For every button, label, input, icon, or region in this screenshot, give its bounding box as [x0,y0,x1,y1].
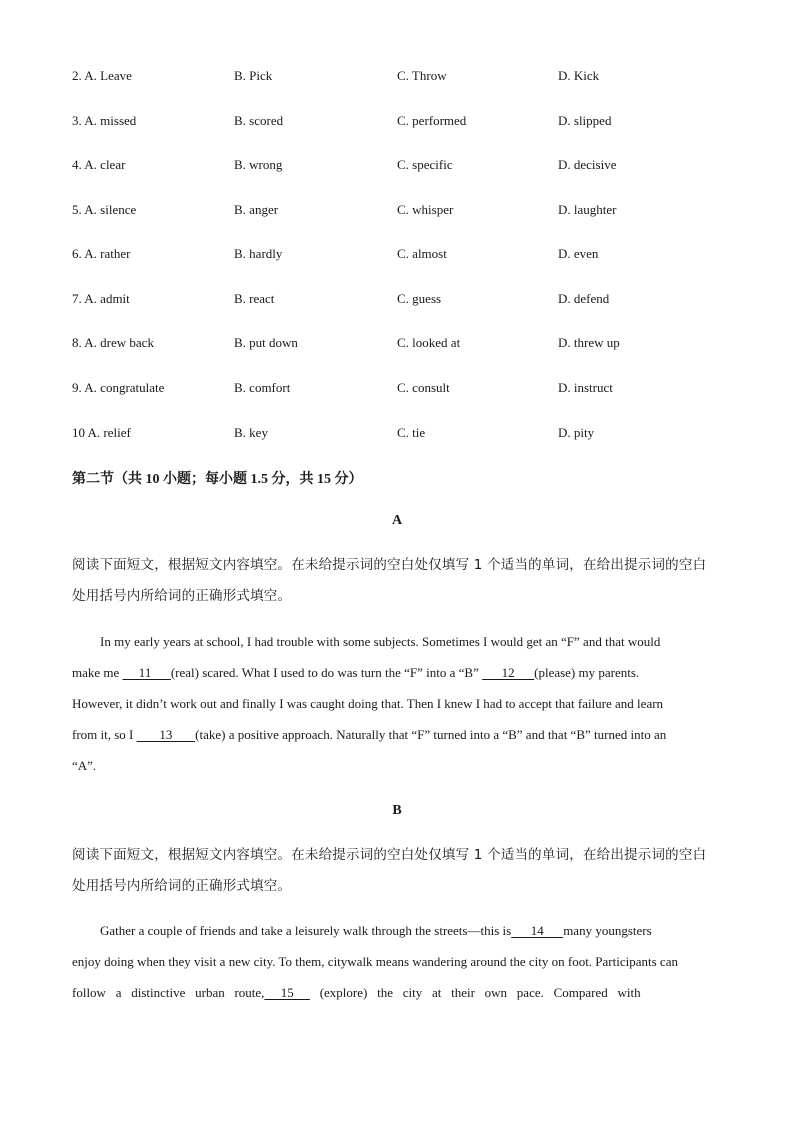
option-choice: B. Pick [234,68,273,83]
option-row [72,68,722,88]
option-choice: 10 A. relief [72,425,131,440]
passage-line: In my early years at school, I had trouble with some subjects. Sometimes I would get an “F” and that would [100,634,661,649]
option-choice: D. pity [558,425,595,440]
option-choice: D. Kick [558,68,600,83]
part-b-instructions [72,840,722,902]
part-a-passage [72,626,722,781]
part-a-title: A [391,513,403,528]
part-b-title: B [392,803,402,818]
section-heading: 第二节（共 10 小题；每小题 1.5 分，共 15 分） [72,472,363,487]
passage-line: make me 11 (real) scared. What I used to do was turn the “F” into a “B” 12 (please) my parents. [72,665,640,680]
option-row [72,157,722,177]
blank-14[interactable]: 14 [511,923,564,938]
option-row [72,113,722,133]
option-choice: 3. A. missed [72,113,137,128]
option-choice: B. react [234,291,275,306]
option-choice: C. guess [397,291,442,306]
option-choice: D. laughter [558,202,617,217]
option-choice: B. wrong [234,157,283,172]
option-row [72,335,722,355]
passage-line: “A”. [72,758,97,773]
option-choice: C. performed [397,113,467,128]
instruction-line: 阅读下面短文，根据短文内容填空。在未给提示词的空白处仅填写 1 个适当的单词，在给出提示词的空白 [72,847,707,863]
option-row [72,425,722,445]
instruction-line: 阅读下面短文，根据短文内容填空。在未给提示词的空白处仅填写 1 个适当的单词，在给出提示词的空白 [72,557,707,573]
option-choice: 4. A. clear [72,157,126,172]
option-choice: D. decisive [558,157,617,172]
option-row [72,380,722,400]
option-choice: D. defend [558,291,610,306]
option-choice: B. scored [234,113,284,128]
instruction-line: 处用括号内所给词的正确形式填空。 [72,588,292,604]
passage-line: follow a distinctive urban route, 15 (explore) the city at their own pace. Compared with [72,985,641,1000]
option-choice: C. almost [397,246,447,261]
passage-line: enjoy doing when they visit a new city. To them, citywalk means wandering around the city on foot. Participants can [72,954,678,969]
passage-line: from it, so I 13 (take) a positive approach. Naturally that “F” turned into a “B” and that “B” turned into an [72,727,667,742]
part-a-instructions [72,550,722,612]
option-choice: D. slipped [558,113,612,128]
option-choice: C. specific [397,157,453,172]
passage-line: Gather a couple of friends and take a leisurely walk through the streets—this is 14 many youngsters [100,923,652,938]
blank-13[interactable]: 13 [136,727,196,742]
option-choice: C. looked at [397,335,461,350]
option-choice: B. key [234,425,268,440]
part-b-passage [72,915,722,1008]
option-choice: 2. A. Leave [72,68,132,83]
option-choice: B. anger [234,202,279,217]
blank-15[interactable]: 15 [264,985,310,1000]
option-choice: B. hardly [234,246,283,261]
option-choice: C. tie [397,425,426,440]
blank-12[interactable]: 12 [482,665,535,680]
blank-11[interactable]: 11 [122,665,171,680]
option-choice: 9. A. congratulate [72,380,165,395]
option-choice: 7. A. admit [72,291,130,306]
option-choice: 6. A. rather [72,246,131,261]
passage-line: However, it didn’t work out and finally I was caught doing that. Then I knew I had to accept that failure and learn [72,696,664,711]
option-choice: C. consult [397,380,450,395]
option-choice: B. comfort [234,380,291,395]
option-row [72,291,722,311]
option-choice: C. Throw [397,68,447,83]
option-choice: 8. A. drew back [72,335,154,350]
option-choice: D. even [558,246,599,261]
instruction-line: 处用括号内所给词的正确形式填空。 [72,878,292,894]
option-row [72,246,722,266]
option-choice: 5. A. silence [72,202,137,217]
option-choice: D. instruct [558,380,613,395]
option-row [72,202,722,222]
option-choice: C. whisper [397,202,454,217]
option-choice: D. threw up [558,335,620,350]
option-choice: B. put down [234,335,298,350]
